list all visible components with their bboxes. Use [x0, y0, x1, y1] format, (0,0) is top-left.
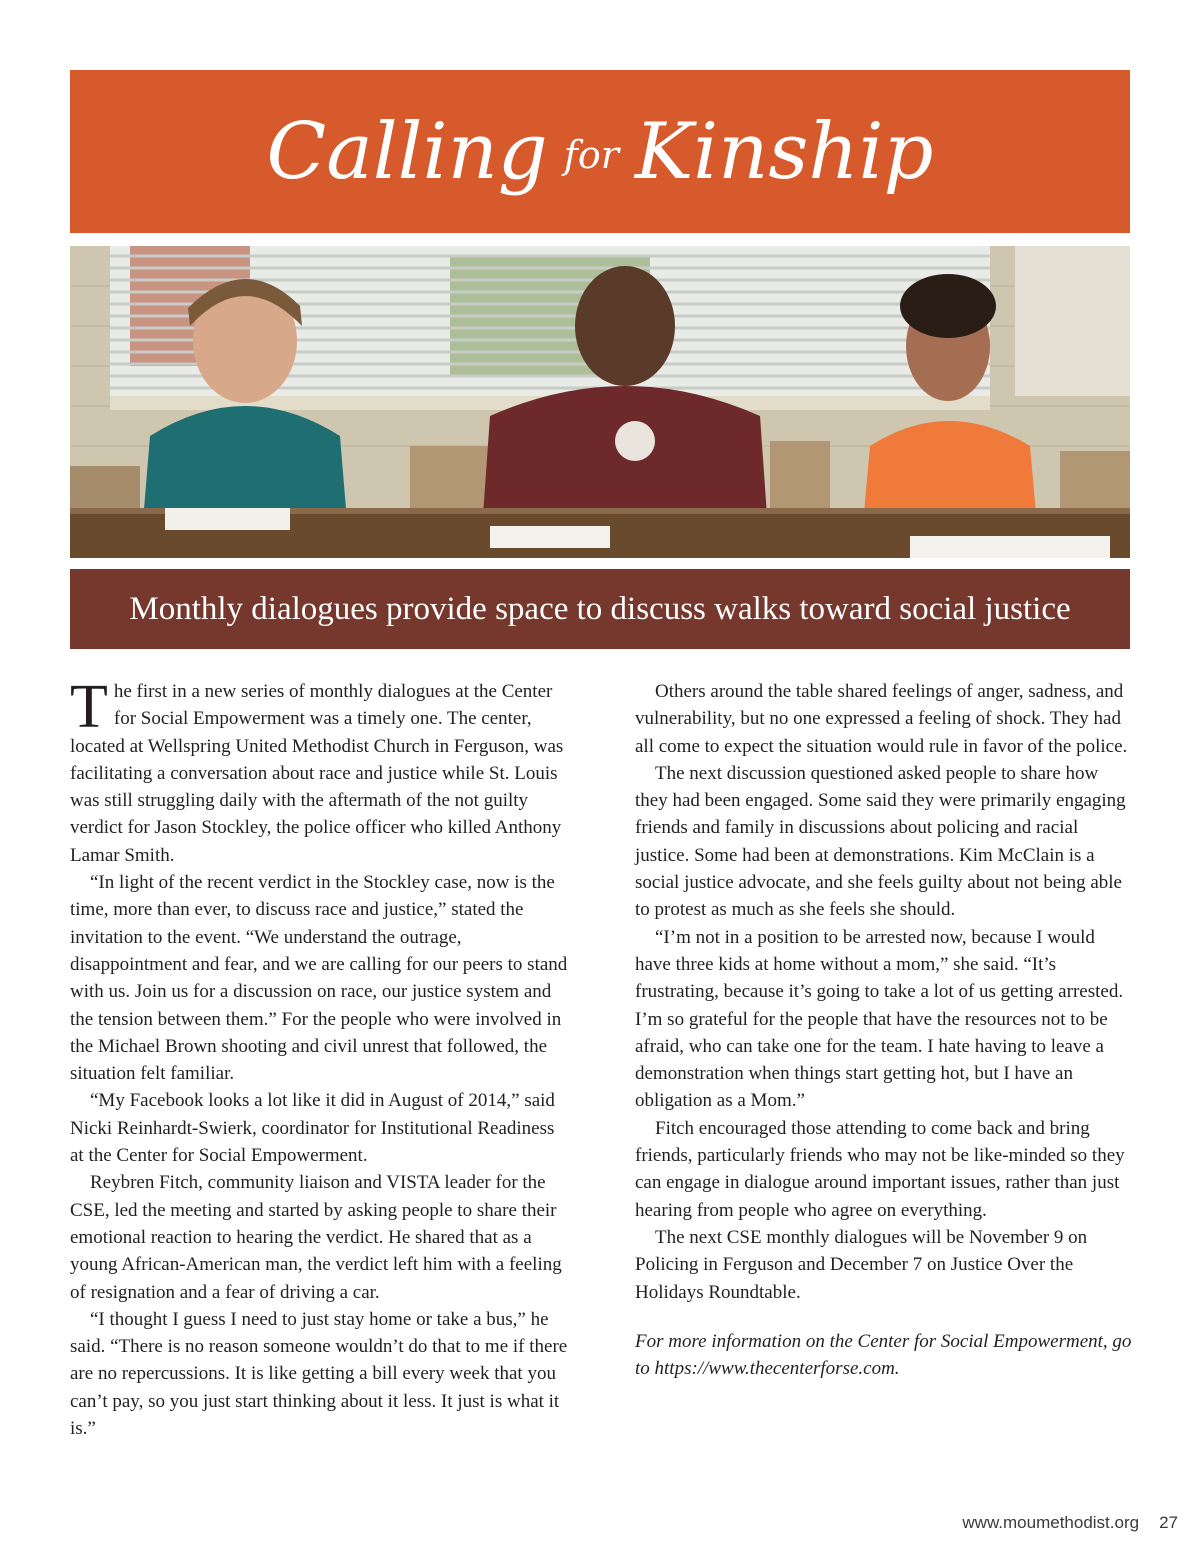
article-paragraph: “My Facebook looks a lot like it did in August of 2014,” said Nicki Reinhardt-Swierk, coordinator for Institutional Readiness at the Center for Social Empowerment.	[70, 1090, 555, 1167]
article-subtitle: Monthly dialogues provide space to discuss walks toward social justice	[129, 590, 1071, 627]
subtitle-bar	[70, 569, 1130, 649]
article-paragraph: “I’m not in a position to be arrested now, because I would have three kids at home without a mom,” she said. “It’s frustrating, because it’s going to take a lot of us getting arrested. I’m so grateful for the people that have the resources not to be afraid, who can take one for the team. I hate having to leave a demonstration when things start getting hot, but I have an obligation as a Mom.”	[635, 926, 1124, 1112]
article-paragraph: “I thought I guess I need to just stay home or take a bus,” he said. “There is no reason someone wouldn’t do that to me if there are no repercussions. It is like getting a bill every week that you can’t pay, so you just start thinking about it less. It just is what it is.”	[70, 1308, 568, 1440]
title-word-kinship: Kinship	[634, 106, 934, 197]
page-number: 27	[1159, 1513, 1178, 1532]
title-word-calling: Calling	[266, 106, 548, 197]
article-paragraph: Reybren Fitch, community liaison and VISTA leader for the CSE, led the meeting and started by asking people to share their emotional reaction to hearing the verdict. He shared that as a young African-American man, the verdict left him with a feeling of resignation and a fear of driving a car.	[70, 1172, 562, 1303]
article-paragraph: The next discussion questioned asked people to share how they had been engaged. Some said they were primarily engaging friends and family in discussions about policing and racial justice. Some had been at demonstrations. Kim McClain is a social justice advocate, and she feels guilty about not being able to protest as much as she feels she should.	[635, 762, 1126, 921]
page-title	[266, 106, 934, 197]
article-paragraph: Others around the table shared feelings of anger, sadness, and vulnerability, but no one expressed a feeling of shock. They had all come to expect the situation would rule in favor of the police.	[635, 681, 1128, 757]
page-footer	[962, 1513, 1178, 1533]
drop-cap: T	[70, 673, 108, 741]
more-info-note: For more information on the Center for Social Empowerment, go to https://www.thecenterforse.com.	[635, 1330, 1132, 1380]
article-paragraph: Fitch encouraged those attending to come back and bring friends, particularly friends who may not be like-minded so they can engage in dialogue around important issues, rather than just hearing from people who agree on everything.	[635, 1117, 1125, 1221]
article-column-right	[635, 678, 1135, 1382]
title-banner	[70, 70, 1130, 233]
paragraph-text: he first in a new series of monthly dialogues at the Center for Social Empowerment was a timely one. The center, located at Wellspring United Methodist Church in Ferguson, was facilitating a conversation about race and justice while St. Louis was still struggling daily with the aftermath of the not guilty verdict for Jason Stockley, the police officer who killed Anthony Lamar Smith.	[70, 681, 564, 866]
title-word-for: for	[563, 132, 619, 177]
article-column-left	[70, 673, 570, 1442]
footer-url[interactable]: www.moumethodist.org	[962, 1513, 1140, 1532]
article-paragraph: The next CSE monthly dialogues will be November 9 on Policing in Ferguson and December 7 on Justice Over the Holidays Roundtable.	[635, 1226, 1088, 1303]
article-paragraph: “In light of the recent verdict in the Stockley case, now is the time, more than ever, to discuss race and justice,” stated the invitation to the event. “We understand the outrage, disappointment and fear, and we are calling for our peers to stand with us. Join us for a discussion on race, our justice system and the tension between them.” For the people who were involved in the Michael Brown shooting and civil unrest that followed, the situation felt familiar.	[70, 872, 568, 1085]
article-photo	[70, 246, 1130, 558]
article-paragraph	[70, 673, 570, 869]
